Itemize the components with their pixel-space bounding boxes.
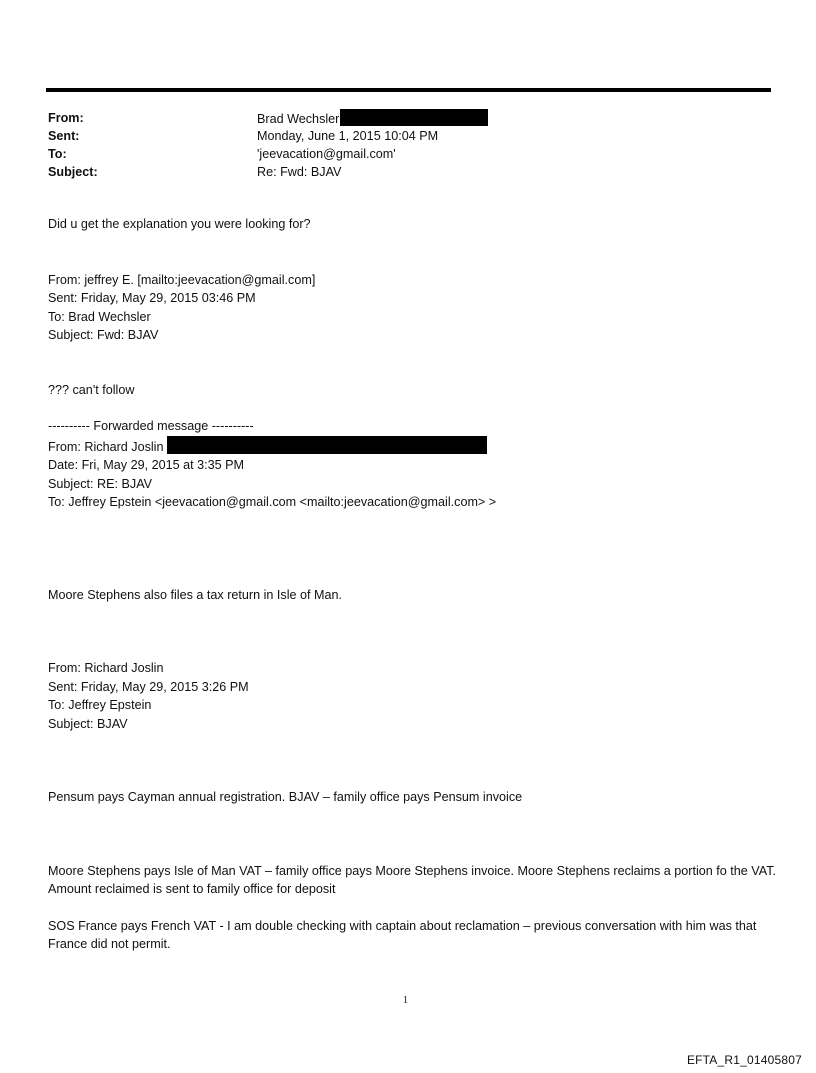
from-value [257, 109, 488, 128]
quoted-header-2 [48, 659, 778, 733]
page-number: 1 [403, 995, 408, 1006]
quoted-header-1 [48, 271, 778, 345]
moore-vat-paragraph: Moore Stephens pays Isle of Man VAT – family office pays Moore Stephens invoice. Moore Stephens reclaims a portion fo the VAT. Amount reclaimed is sent to family office for deposit [48, 863, 777, 896]
sent-value: Monday, June 1, 2015 10:04 PM [257, 129, 439, 143]
cant-follow-line: ??? can't follow [48, 382, 135, 397]
forwarded-date: Date: Fri, May 29, 2015 at 3:35 PM [48, 458, 244, 472]
quoted-from: From: Richard Joslin [48, 661, 164, 675]
quoted-from: From: jeffrey E. [mailto:jeevacation@gmail.com] [48, 272, 316, 287]
forwarded-subject: Subject: RE: BJAV [48, 476, 153, 491]
sos-france-paragraph: SOS France pays French VAT - I am double checking with captain about reclamation – previous conversation with him was that France did not permit. [48, 918, 757, 951]
forwarded-from-text: From: Richard Joslin [48, 439, 164, 454]
to-label: To: [48, 147, 67, 161]
sent-label: Sent: [48, 129, 80, 143]
forwarded-divider: ---------- Forwarded message ---------- [48, 419, 254, 433]
forwarded-from [48, 436, 778, 457]
intro-line: Did u get the explanation you were looking for? [48, 217, 311, 231]
quoted-to: To: Brad Wechsler [48, 309, 151, 324]
email-body [48, 215, 778, 954]
from-label: From: [48, 111, 84, 125]
redaction-box [167, 436, 487, 454]
forwarded-to: To: Jeffrey Epstein <jeevacation@gmail.com <mailto:jeevacation@gmail.com> > [48, 495, 497, 509]
quoted-subject: Subject: Fwd: BJAV [48, 328, 159, 342]
subject-label: Subject: [48, 165, 98, 179]
moore-tax-line: Moore Stephens also files a tax return in Isle of Man. [48, 587, 343, 602]
quoted-to: To: Jeffrey Epstein [48, 698, 152, 712]
to-value: 'jeevacation@gmail.com' [257, 147, 396, 161]
quoted-subject: Subject: BJAV [48, 716, 128, 731]
quoted-sent: Sent: Friday, May 29, 2015 03:46 PM [48, 291, 256, 305]
document-id-footer: EFTA_R1_01405807 [686, 1053, 802, 1067]
redaction-box [340, 109, 488, 126]
pensum-line: Pensum pays Cayman annual registration. BJAV – family office pays Pensum invoice [48, 790, 523, 804]
quoted-sent: Sent: Friday, May 29, 2015 3:26 PM [48, 679, 249, 694]
forwarded-header [48, 417, 778, 512]
subject-value: Re: Fwd: BJAV [257, 165, 342, 179]
header-rule [46, 88, 771, 92]
from-value-text: Brad Wechsler [257, 112, 340, 126]
